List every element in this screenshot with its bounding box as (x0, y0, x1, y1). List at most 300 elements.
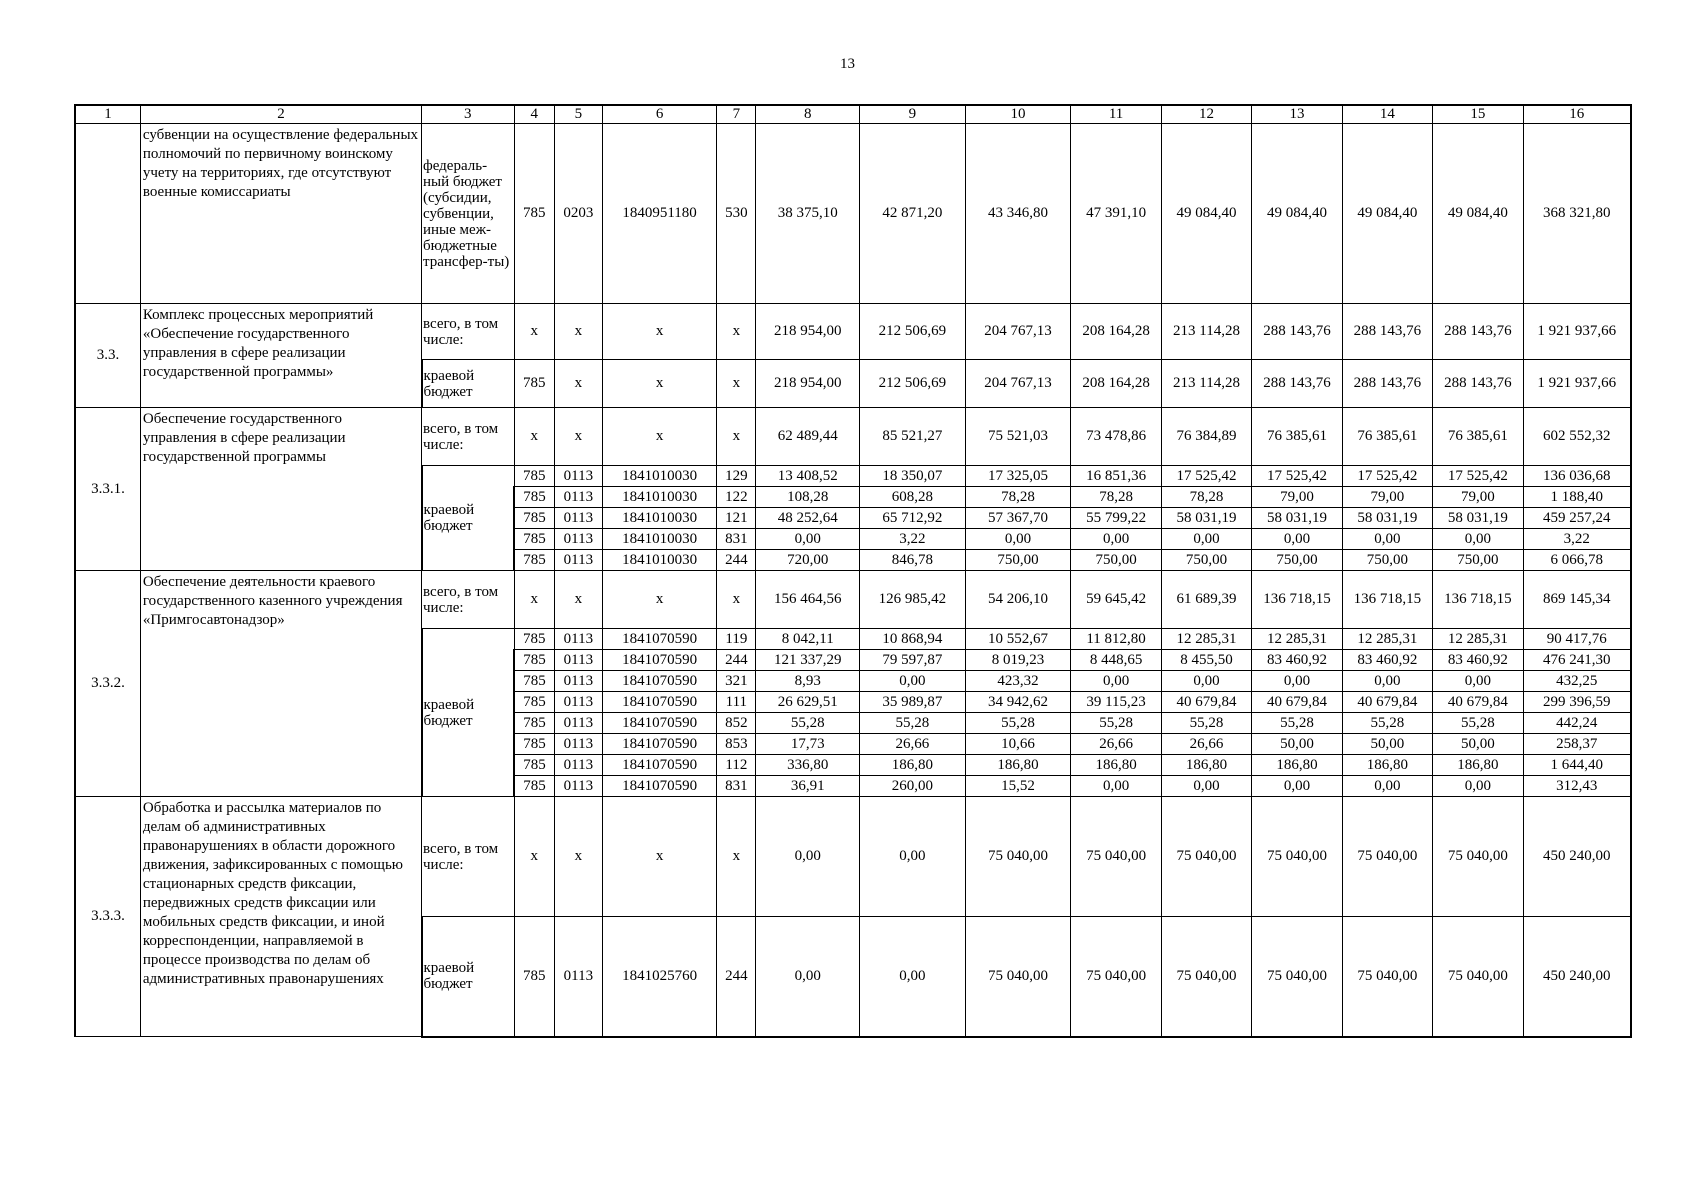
value-cell: 79,00 (1433, 487, 1523, 508)
value-cell: 55 799,22 (1071, 508, 1161, 529)
code-cell-4: 785 (514, 360, 554, 408)
value-cell: 3,22 (1523, 529, 1631, 550)
code-cell-7: 244 (717, 917, 756, 1037)
value-cell: 0,00 (859, 797, 965, 917)
value-cell: 10,66 (965, 734, 1071, 755)
value-cell: 17 525,42 (1342, 466, 1432, 487)
value-cell: 312,43 (1523, 776, 1631, 797)
value-cell: 55,28 (1071, 713, 1161, 734)
value-cell: 49 084,40 (1433, 124, 1523, 304)
code-cell-7: х (717, 797, 756, 917)
value-cell: 8 042,11 (756, 629, 860, 650)
value-cell: 602 552,32 (1523, 408, 1631, 466)
value-cell: 50,00 (1342, 734, 1432, 755)
value-cell: 16 851,36 (1071, 466, 1161, 487)
value-cell: 450 240,00 (1523, 917, 1631, 1037)
code-cell-7: х (717, 571, 756, 629)
code-cell-4: 785 (514, 508, 554, 529)
value-cell: 0,00 (1161, 529, 1251, 550)
value-cell: 26,66 (859, 734, 965, 755)
value-cell: 79,00 (1252, 487, 1342, 508)
code-cell-7: 112 (717, 755, 756, 776)
value-cell: 55,28 (965, 713, 1071, 734)
code-cell-5: 0113 (554, 713, 602, 734)
value-cell: 75 040,00 (1161, 917, 1251, 1037)
item-name: Обеспечение государственного управления в сфере реализации государственной программы (140, 408, 421, 571)
value-cell: 750,00 (965, 550, 1071, 571)
value-cell: 0,00 (756, 917, 860, 1037)
code-cell-7: 853 (717, 734, 756, 755)
value-cell: 15,52 (965, 776, 1071, 797)
code-cell-4: 785 (514, 487, 554, 508)
value-cell: 336,80 (756, 755, 860, 776)
value-cell: 423,32 (965, 671, 1071, 692)
value-cell: 8 448,65 (1071, 650, 1161, 671)
value-cell: 750,00 (1342, 550, 1432, 571)
funding-source: всего, в том числе: (422, 304, 515, 360)
code-cell-4: 785 (514, 466, 554, 487)
code-cell-5: 0113 (554, 508, 602, 529)
value-cell: 12 285,31 (1433, 629, 1523, 650)
funding-source: всего, в том числе: (422, 571, 515, 629)
header-cell: 8 (756, 105, 860, 124)
funding-source: краевой бюджет (422, 360, 515, 408)
value-cell: 0,00 (1071, 529, 1161, 550)
value-cell: 0,00 (1433, 529, 1523, 550)
value-cell: 186,80 (1342, 755, 1432, 776)
code-cell-5: 0113 (554, 755, 602, 776)
value-cell: 26 629,51 (756, 692, 860, 713)
value-cell: 55,28 (1252, 713, 1342, 734)
value-cell: 0,00 (1252, 529, 1342, 550)
value-cell: 8 455,50 (1161, 650, 1251, 671)
header-cell: 11 (1071, 105, 1161, 124)
page-number: 13 (840, 56, 855, 72)
code-cell-5: х (554, 408, 602, 466)
value-cell: 12 285,31 (1252, 629, 1342, 650)
code-cell-7: 852 (717, 713, 756, 734)
item-name: Обработка и рассылка материалов по делам об административных правонарушениях в области дорожного движения, зафиксированных с помощью стационарных средств фиксации, передвижных средств фиксации или мобильных средств фиксации, и иной корреспонденции, направляемой в процессе производства по делам об административных правонарушениях (140, 797, 421, 1037)
value-cell: 35 989,87 (859, 692, 965, 713)
code-cell-4: х (514, 304, 554, 360)
row-3-3-3 (75, 797, 1631, 917)
value-cell: 0,00 (1342, 671, 1432, 692)
code-cell-6: 1841070590 (602, 734, 716, 755)
value-cell: 288 143,76 (1252, 360, 1342, 408)
code-cell-5: 0113 (554, 629, 602, 650)
value-cell: 10 868,94 (859, 629, 965, 650)
value-cell: 75 040,00 (1252, 917, 1342, 1037)
value-cell: 869 145,34 (1523, 571, 1631, 629)
value-cell: 78,28 (965, 487, 1071, 508)
header-cell: 16 (1523, 105, 1631, 124)
code-cell-6: х (602, 360, 716, 408)
budget-table (74, 104, 1632, 1038)
code-cell-7: 831 (717, 529, 756, 550)
value-cell: 0,00 (1342, 529, 1432, 550)
value-cell: 34 942,62 (965, 692, 1071, 713)
code-cell-6: 1841010030 (602, 508, 716, 529)
value-cell: 0,00 (1071, 776, 1161, 797)
value-cell: 204 767,13 (965, 360, 1071, 408)
code-cell-6: х (602, 571, 716, 629)
value-cell: 136 718,15 (1252, 571, 1342, 629)
value-cell: 49 084,40 (1252, 124, 1342, 304)
value-cell: 36,91 (756, 776, 860, 797)
value-cell: 432,25 (1523, 671, 1631, 692)
value-cell: 47 391,10 (1071, 124, 1161, 304)
value-cell: 83 460,92 (1252, 650, 1342, 671)
code-cell-5: х (554, 797, 602, 917)
value-cell: 12 285,31 (1161, 629, 1251, 650)
funding-source: краевой бюджет (422, 917, 515, 1037)
value-cell: 368 321,80 (1523, 124, 1631, 304)
value-cell: 136 036,68 (1523, 466, 1631, 487)
value-cell: 50,00 (1433, 734, 1523, 755)
value-cell: 75 040,00 (1252, 797, 1342, 917)
value-cell: 75 040,00 (1071, 917, 1161, 1037)
value-cell: 0,00 (859, 671, 965, 692)
value-cell: 90 417,76 (1523, 629, 1631, 650)
code-cell-6: 1841010030 (602, 550, 716, 571)
code-cell-6: 1841070590 (602, 650, 716, 671)
header-cell: 7 (717, 105, 756, 124)
code-cell-7: 111 (717, 692, 756, 713)
value-cell: 0,00 (1433, 671, 1523, 692)
value-cell: 750,00 (1252, 550, 1342, 571)
value-cell: 6 066,78 (1523, 550, 1631, 571)
value-cell: 288 143,76 (1252, 304, 1342, 360)
value-cell: 288 143,76 (1433, 304, 1523, 360)
header-cell: 5 (554, 105, 602, 124)
value-cell: 846,78 (859, 550, 965, 571)
code-cell-6: х (602, 797, 716, 917)
value-cell: 10 552,67 (965, 629, 1071, 650)
code-cell-4: 785 (514, 734, 554, 755)
code-cell-6: 1841010030 (602, 466, 716, 487)
value-cell: 3,22 (859, 529, 965, 550)
value-cell: 0,00 (1161, 671, 1251, 692)
value-cell: 83 460,92 (1433, 650, 1523, 671)
value-cell: 59 645,42 (1071, 571, 1161, 629)
code-cell-7: 119 (717, 629, 756, 650)
item-name: Обеспечение деятельности краевого государственного казенного учреждения «Примгосавтонадзор» (140, 571, 421, 797)
header-cell: 14 (1342, 105, 1432, 124)
value-cell: 75 040,00 (1071, 797, 1161, 917)
value-cell: 75 040,00 (965, 917, 1071, 1037)
value-cell: 26,66 (1161, 734, 1251, 755)
code-cell-4: 785 (514, 124, 554, 304)
value-cell: 186,80 (965, 755, 1071, 776)
value-cell: 13 408,52 (756, 466, 860, 487)
code-cell-4: х (514, 408, 554, 466)
value-cell: 450 240,00 (1523, 797, 1631, 917)
value-cell: 288 143,76 (1433, 360, 1523, 408)
value-cell: 126 985,42 (859, 571, 965, 629)
value-cell: 50,00 (1252, 734, 1342, 755)
value-cell: 218 954,00 (756, 360, 860, 408)
value-cell: 1 921 937,66 (1523, 360, 1631, 408)
code-cell-4: 785 (514, 629, 554, 650)
value-cell: 476 241,30 (1523, 650, 1631, 671)
value-cell: 0,00 (1161, 776, 1251, 797)
header-cell: 4 (514, 105, 554, 124)
code-cell-6: х (602, 304, 716, 360)
value-cell: 750,00 (1433, 550, 1523, 571)
code-cell-4: 785 (514, 692, 554, 713)
value-cell: 260,00 (859, 776, 965, 797)
value-cell: 213 114,28 (1161, 360, 1251, 408)
value-cell: 1 921 937,66 (1523, 304, 1631, 360)
value-cell: 49 084,40 (1342, 124, 1432, 304)
value-cell: 1 644,40 (1523, 755, 1631, 776)
value-cell: 213 114,28 (1161, 304, 1251, 360)
value-cell: 62 489,44 (756, 408, 860, 466)
code-cell-6: х (602, 408, 716, 466)
code-cell-4: 785 (514, 650, 554, 671)
code-cell-7: х (717, 408, 756, 466)
value-cell: 258,37 (1523, 734, 1631, 755)
value-cell: 75 040,00 (965, 797, 1071, 917)
value-cell: 186,80 (1433, 755, 1523, 776)
value-cell: 61 689,39 (1161, 571, 1251, 629)
value-cell: 78,28 (1161, 487, 1251, 508)
code-cell-7: 530 (717, 124, 756, 304)
code-cell-7: 122 (717, 487, 756, 508)
row-block_d-total (75, 571, 1631, 629)
code-cell-5: 0113 (554, 671, 602, 692)
value-cell: 76 385,61 (1433, 408, 1523, 466)
code-cell-7: 831 (717, 776, 756, 797)
item-name: субвенции на осуществление федеральных полномочий по первичному воинскому учету на территориях, где отсутствуют военные комиссариаты (140, 124, 421, 304)
value-cell: 288 143,76 (1342, 360, 1432, 408)
value-cell: 75 040,00 (1433, 797, 1523, 917)
value-cell: 108,28 (756, 487, 860, 508)
value-cell: 17 325,05 (965, 466, 1071, 487)
code-cell-6: 1841025760 (602, 917, 716, 1037)
value-cell: 608,28 (859, 487, 965, 508)
item-number: 3.3. (75, 304, 140, 408)
value-cell: 0,00 (1342, 776, 1432, 797)
value-cell: 750,00 (1161, 550, 1251, 571)
value-cell: 459 257,24 (1523, 508, 1631, 529)
code-cell-5: 0113 (554, 529, 602, 550)
header-cell: 13 (1252, 105, 1342, 124)
value-cell: 55,28 (1342, 713, 1432, 734)
header-row (75, 105, 1631, 124)
item-name: Комплекс процессных мероприятий «Обеспечение государственного управления в сфере реализации государственной программы» (140, 304, 421, 408)
value-cell: 79,00 (1342, 487, 1432, 508)
code-cell-5: 0113 (554, 692, 602, 713)
value-cell: 121 337,29 (756, 650, 860, 671)
value-cell: 40 679,84 (1342, 692, 1432, 713)
value-cell: 218 954,00 (756, 304, 860, 360)
header-cell: 2 (140, 105, 421, 124)
value-cell: 186,80 (859, 755, 965, 776)
header-cell: 9 (859, 105, 965, 124)
value-cell: 85 521,27 (859, 408, 965, 466)
code-cell-4: 785 (514, 713, 554, 734)
code-cell-4: х (514, 571, 554, 629)
code-cell-5: х (554, 360, 602, 408)
value-cell: 186,80 (1071, 755, 1161, 776)
value-cell: 208 164,28 (1071, 304, 1161, 360)
value-cell: 208 164,28 (1071, 360, 1161, 408)
row-subventions (75, 124, 1631, 304)
code-cell-5: 0113 (554, 550, 602, 571)
value-cell: 8 019,23 (965, 650, 1071, 671)
value-cell: 186,80 (1252, 755, 1342, 776)
value-cell: 8,93 (756, 671, 860, 692)
value-cell: 75 040,00 (1433, 917, 1523, 1037)
code-cell-7: 321 (717, 671, 756, 692)
value-cell: 75 040,00 (1342, 917, 1432, 1037)
value-cell: 75 521,03 (965, 408, 1071, 466)
value-cell: 0,00 (1433, 776, 1523, 797)
value-cell: 0,00 (1252, 671, 1342, 692)
value-cell: 57 367,70 (965, 508, 1071, 529)
value-cell: 0,00 (756, 529, 860, 550)
value-cell: 76 384,89 (1161, 408, 1251, 466)
value-cell: 55,28 (1433, 713, 1523, 734)
code-cell-4: 785 (514, 529, 554, 550)
value-cell: 76 385,61 (1342, 408, 1432, 466)
value-cell: 55,28 (1161, 713, 1251, 734)
value-cell: 17 525,42 (1433, 466, 1523, 487)
value-cell: 58 031,19 (1433, 508, 1523, 529)
code-cell-5: 0113 (554, 776, 602, 797)
value-cell: 12 285,31 (1342, 629, 1432, 650)
code-cell-7: 129 (717, 466, 756, 487)
value-cell: 750,00 (1071, 550, 1161, 571)
header-cell: 3 (422, 105, 515, 124)
value-cell: 73 478,86 (1071, 408, 1161, 466)
value-cell: 0,00 (859, 917, 965, 1037)
row-block_c-total (75, 408, 1631, 466)
value-cell: 17,73 (756, 734, 860, 755)
funding-source: краевой бюджет (422, 466, 515, 571)
row-3-3 (75, 304, 1631, 360)
funding-source: краевой бюджет (422, 629, 515, 797)
code-cell-7: х (717, 360, 756, 408)
value-cell: 75 040,00 (1161, 797, 1251, 917)
code-cell-4: 785 (514, 776, 554, 797)
code-cell-6: 1841070590 (602, 776, 716, 797)
value-cell: 83 460,92 (1342, 650, 1432, 671)
code-cell-7: 244 (717, 550, 756, 571)
value-cell: 58 031,19 (1161, 508, 1251, 529)
code-cell-4: х (514, 797, 554, 917)
code-cell-6: 1840951180 (602, 124, 716, 304)
value-cell: 40 679,84 (1252, 692, 1342, 713)
header-cell: 6 (602, 105, 716, 124)
code-cell-4: 785 (514, 671, 554, 692)
value-cell: 43 346,80 (965, 124, 1071, 304)
value-cell: 156 464,56 (756, 571, 860, 629)
funding-source: всего, в том числе: (422, 797, 515, 917)
code-cell-6: 1841010030 (602, 487, 716, 508)
value-cell: 76 385,61 (1252, 408, 1342, 466)
item-number: 3.3.2. (75, 571, 140, 797)
code-cell-5: 0113 (554, 734, 602, 755)
number-cell (75, 124, 140, 304)
code-cell-5: 0113 (554, 466, 602, 487)
code-cell-7: 244 (717, 650, 756, 671)
value-cell: 17 525,42 (1161, 466, 1251, 487)
code-cell-5: 0113 (554, 650, 602, 671)
value-cell: 0,00 (1252, 776, 1342, 797)
item-number: 3.3.1. (75, 408, 140, 571)
code-cell-6: 1841070590 (602, 671, 716, 692)
value-cell: 58 031,19 (1252, 508, 1342, 529)
header-cell: 15 (1433, 105, 1523, 124)
value-cell: 65 712,92 (859, 508, 965, 529)
value-cell: 17 525,42 (1252, 466, 1342, 487)
code-cell-7: 121 (717, 508, 756, 529)
value-cell: 442,24 (1523, 713, 1631, 734)
value-cell: 288 143,76 (1342, 304, 1432, 360)
code-cell-4: 785 (514, 550, 554, 571)
value-cell: 720,00 (756, 550, 860, 571)
value-cell: 212 506,69 (859, 360, 965, 408)
code-cell-6: 1841070590 (602, 713, 716, 734)
code-cell-6: 1841070590 (602, 755, 716, 776)
code-cell-5: х (554, 571, 602, 629)
value-cell: 49 084,40 (1161, 124, 1251, 304)
value-cell: 0,00 (1071, 671, 1161, 692)
value-cell: 136 718,15 (1342, 571, 1432, 629)
value-cell: 75 040,00 (1342, 797, 1432, 917)
code-cell-4: 785 (514, 917, 554, 1037)
code-cell-5: 0203 (554, 124, 602, 304)
value-cell: 40 679,84 (1433, 692, 1523, 713)
value-cell: 40 679,84 (1161, 692, 1251, 713)
value-cell: 26,66 (1071, 734, 1161, 755)
code-cell-6: 1841070590 (602, 692, 716, 713)
value-cell: 54 206,10 (965, 571, 1071, 629)
value-cell: 58 031,19 (1342, 508, 1432, 529)
value-cell: 55,28 (859, 713, 965, 734)
header-cell: 1 (75, 105, 140, 124)
value-cell: 1 188,40 (1523, 487, 1631, 508)
item-number: 3.3.3. (75, 797, 140, 1037)
value-cell: 204 767,13 (965, 304, 1071, 360)
value-cell: 42 871,20 (859, 124, 965, 304)
code-cell-6: 1841070590 (602, 629, 716, 650)
header-cell: 12 (1161, 105, 1251, 124)
value-cell: 0,00 (756, 797, 860, 917)
code-cell-5: х (554, 304, 602, 360)
value-cell: 136 718,15 (1433, 571, 1523, 629)
funding-source: всего, в том числе: (422, 408, 515, 466)
value-cell: 55,28 (756, 713, 860, 734)
value-cell: 78,28 (1071, 487, 1161, 508)
code-cell-7: х (717, 304, 756, 360)
value-cell: 0,00 (965, 529, 1071, 550)
value-cell: 186,80 (1161, 755, 1251, 776)
value-cell: 11 812,80 (1071, 629, 1161, 650)
value-cell: 299 396,59 (1523, 692, 1631, 713)
value-cell: 212 506,69 (859, 304, 965, 360)
value-cell: 39 115,23 (1071, 692, 1161, 713)
header-cell: 10 (965, 105, 1071, 124)
code-cell-5: 0113 (554, 487, 602, 508)
funding-source: федераль-ный бюджет (субсидии, субвенции, иные меж-бюджетные трансфер-ты) (422, 124, 515, 304)
value-cell: 79 597,87 (859, 650, 965, 671)
code-cell-5: 0113 (554, 917, 602, 1037)
value-cell: 18 350,07 (859, 466, 965, 487)
code-cell-4: 785 (514, 755, 554, 776)
